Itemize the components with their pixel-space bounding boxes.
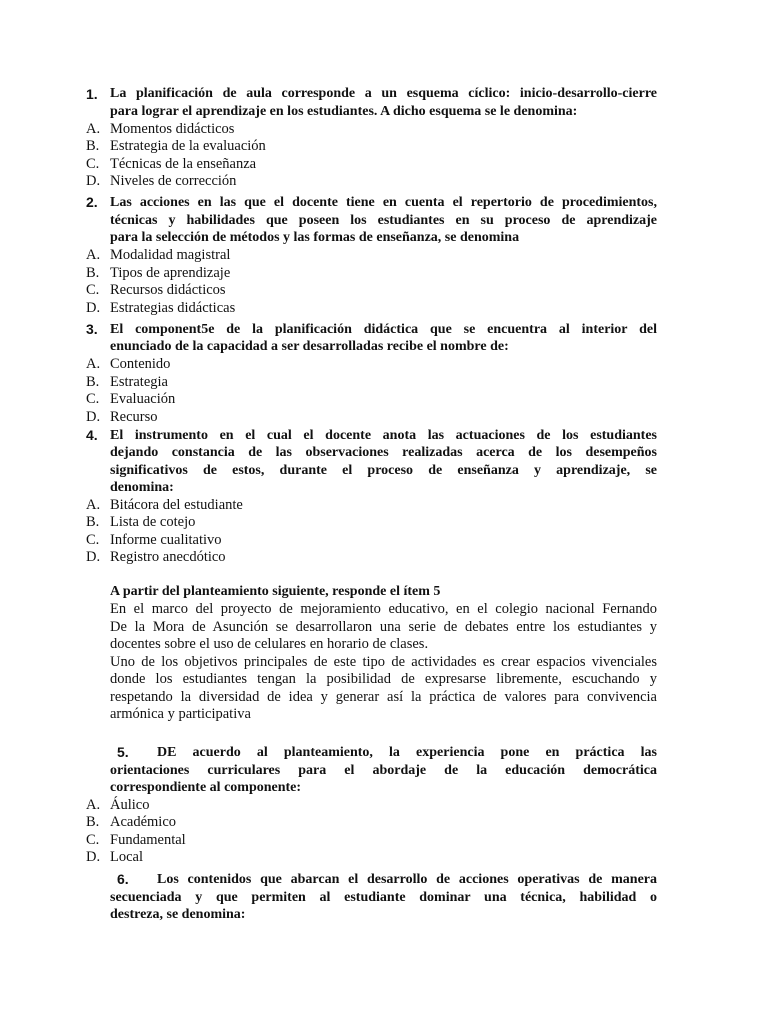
scenario-text-line: De la Mora de Asunción se desarrollaron una serie de debates entre los estudiantes y — [110, 619, 657, 635]
option-text: Bitácora del estudiante — [110, 497, 243, 513]
option-text: Informe cualitativo — [110, 532, 222, 548]
option-letter: D. — [86, 300, 101, 316]
option-letter: A. — [86, 356, 101, 372]
question-text-line: secuenciada y que permiten al estudiante dominar una técnica, habilidad o — [110, 890, 657, 905]
question-text-line: correspondiente al componente: — [110, 780, 302, 795]
scenario-text-line: Uno de los objetivos principales de este tipo de actividades es crear espacios vivenciales — [110, 654, 657, 670]
option-letter: B. — [86, 374, 100, 390]
option-letter: B. — [86, 514, 100, 530]
option-letter: A. — [86, 797, 101, 813]
option-letter: C. — [86, 391, 100, 407]
question-number: 2. — [86, 194, 98, 210]
question-text-line: La planificación de aula corresponde a un esquema cíclico: inicio-desarrollo-cierre — [110, 86, 657, 101]
question-number: 3. — [86, 321, 98, 337]
option-text: Registro anecdótico — [110, 549, 226, 565]
scenario-text-line: docentes sobre el uso de celulares en horario de clases. — [110, 636, 429, 652]
option-letter: D. — [86, 173, 101, 189]
option-letter: C. — [86, 282, 100, 298]
scenario-heading: A partir del planteamiento siguiente, responde el ítem 5 — [110, 584, 441, 599]
question-number: 1. — [86, 86, 98, 102]
option-text: Tipos de aprendizaje — [110, 265, 231, 281]
option-text: Contenido — [110, 356, 171, 372]
option-letter: C. — [86, 532, 100, 548]
option-text: Estrategia — [110, 374, 168, 390]
question-text-line: Las acciones en las que el docente tiene en cuenta el repertorio de procedimientos, — [110, 195, 657, 210]
option-text: Fundamental — [110, 832, 186, 848]
question-number: 5. — [117, 744, 129, 760]
option-text: Momentos didácticos — [110, 121, 235, 137]
scenario-text-line: donde los estudiantes tengan la posibilidad de expresarse libremente, escuchando y — [110, 671, 657, 687]
question-text-line: dejando constancia de las observaciones realizadas acerca de los desempeños — [110, 445, 657, 460]
option-letter: D. — [86, 549, 101, 565]
option-letter: A. — [86, 121, 101, 137]
option-letter: C. — [86, 832, 100, 848]
option-letter: D. — [86, 409, 101, 425]
question-text-line: para lograr el aprendizaje en los estudiantes. A dicho esquema se le denomina: — [110, 104, 578, 119]
option-letter: A. — [86, 247, 101, 263]
option-letter: D. — [86, 849, 101, 865]
question-text-line: denomina: — [110, 480, 174, 495]
question-text-line: para la selección de métodos y las formas de enseñanza, se denomina — [110, 230, 520, 245]
option-text: Niveles de corrección — [110, 173, 237, 189]
question-text-line: técnicas y habilidades que poseen los estudiantes en su proceso de aprendizaje — [110, 213, 657, 228]
option-text: Académico — [110, 814, 177, 830]
question-number: 6. — [117, 871, 129, 887]
question-text-line: El instrumento en el cual el docente anota las actuaciones de los estudiantes — [110, 428, 657, 443]
option-letter: B. — [86, 265, 100, 281]
option-text: Lista de cotejo — [110, 514, 196, 530]
option-text: Recurso — [110, 409, 158, 425]
option-letter: B. — [86, 138, 100, 154]
option-text: Modalidad magistral — [110, 247, 231, 263]
option-text: Recursos didácticos — [110, 282, 226, 298]
question-text-line: El component5e de la planificación didáctica que se encuentra al interior del — [110, 322, 657, 337]
option-letter: C. — [86, 156, 100, 172]
option-text: Estrategias didácticas — [110, 300, 236, 316]
scenario-text-line: armónica y participativa — [110, 706, 251, 722]
question-text-line: enunciado de la capacidad a ser desarrolladas recibe el nombre de: — [110, 339, 509, 354]
question-number: 4. — [86, 427, 98, 443]
question-text-line: DE acuerdo al planteamiento, la experiencia pone en práctica las — [157, 745, 657, 760]
option-letter: B. — [86, 814, 100, 830]
question-text-line: significativos de estos, durante el proceso de enseñanza y aprendizaje, se — [110, 463, 657, 478]
option-text: Local — [110, 849, 144, 865]
option-text: Áulico — [110, 797, 150, 813]
option-text: Técnicas de la enseñanza — [110, 156, 257, 172]
option-text: Estrategia de la evaluación — [110, 138, 266, 154]
scenario-text-line: respetando la diversidad de idea y generar así la práctica de valores para convivencia — [110, 689, 657, 705]
scenario-text-line: En el marco del proyecto de mejoramiento educativo, en el colegio nacional Fernando — [110, 601, 657, 617]
question-text-line: orientaciones curriculares para el abordaje de la educación democrática — [110, 763, 657, 778]
question-text-line: Los contenidos que abarcan el desarrollo de acciones operativas de manera — [157, 872, 657, 887]
option-letter: A. — [86, 497, 101, 513]
question-text-line: destreza, se denomina: — [110, 907, 246, 922]
option-text: Evaluación — [110, 391, 176, 407]
